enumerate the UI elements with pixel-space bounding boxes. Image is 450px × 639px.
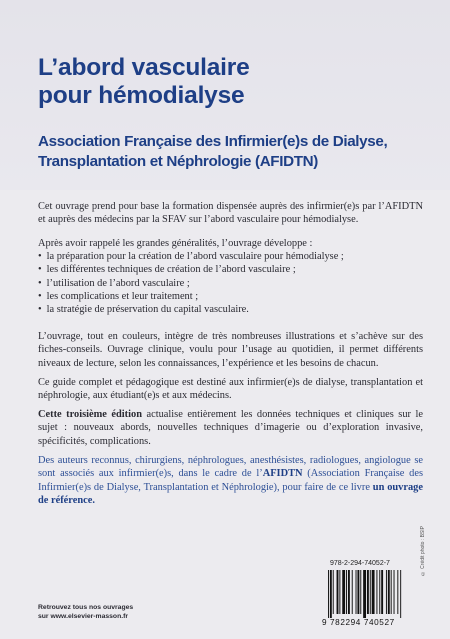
barcode-bar [367,570,369,614]
list-item: • les différentes techniques de création de l’abord vasculaire ; [38,263,344,276]
author-association [38,132,438,172]
barcode-bar [370,570,371,614]
book-title [38,54,418,110]
author-association-line-2: Transplantation et Néphrologie (AFIDTN) [38,153,318,170]
barcode-bar [388,570,390,614]
isbn-label: 978-2-294-74052-7 [330,560,390,567]
barcode-bar [330,570,332,618]
barcode-digits: 9 782294 740527 [322,618,395,627]
barcode-bar [360,570,361,614]
publisher-line-2: sur www.elsevier-masson.fr [38,613,129,620]
barcode-bar [394,570,395,614]
authors-part-1: Des auteurs reconnus, chirurgiens, néphrologues, anesthésistes, radiologues, angiologue se sont associés aux infirmier(e)s, dans le cadre de l’ [38,455,423,480]
list-item: • la stratégie de préservation du capital vasculaire. [38,303,344,316]
barcode-bar [363,570,366,618]
barcode-bar [379,570,380,614]
authors-afidtn: AFIDTN [262,468,303,480]
barcode-bar [333,570,334,614]
barcode-bar [337,570,339,614]
list-lead-paragraph: Après avoir rappelé les grandes généralités, l’ouvrage développe : [38,238,313,249]
list-item: • la préparation pour la création de l’abord vasculaire pour hémodialyse ; [38,250,344,263]
edition-bold: Cette troisième édition [38,409,142,420]
author-association-line-1: Association Française des Infirmier(e)s de Dialyse, [38,133,388,150]
barcode-bar [348,570,350,614]
barcode-bar [346,570,347,614]
barcode-bar [339,570,340,614]
authors-part-2: (Association Française des Infirmier(e)s de Dialyse, Transplantation et Néphrologie), pour faire de ce livre [38,468,423,493]
barcode-bar [376,570,377,614]
authors-reference: un ouvrage de référence. [38,481,423,506]
intro-paragraph: Cet ouvrage prend pour base la formation dispensée auprès des infirmier(e)s par l’AFIDTN et auprès des médecins par la SFAV sur l’abord vasculaire pour hémodialyse. [38,201,423,226]
edition-paragraph [38,408,423,448]
barcode-bar [386,570,387,614]
barcode-bar [352,570,353,614]
features-paragraph: L’ouvrage, tout en couleurs, intègre de très nombreuses illustrations et s’achève sur des fiches-conseils. Ouvrage clinique, voulu pour l’usage au quotidien, il permet différents niveaux de lecture, selon les connaissances, l’expérience et les besoins de chacun. [38,331,423,369]
list-item: • les complications et leur traitement ; [38,290,344,303]
barcode-bar [372,570,375,614]
barcode-bar [342,570,345,614]
book-title-line-2: pour hémodialyse [38,82,245,109]
barcode-bar [400,570,401,618]
barcode-icon [327,570,423,618]
list-item: • l’utilisation de l’abord vasculaire ; [38,277,344,290]
barcode-bar [397,570,398,614]
photo-credit: © Crédit photo : BSIP [420,526,426,577]
barcode-bar [381,570,383,614]
barcode-bar [391,570,392,614]
barcode-bar [328,570,329,618]
barcode-bar [357,570,359,614]
book-title-line-1: L’abord vasculaire [38,54,250,81]
audience-paragraph: Ce guide complet et pédagogique est destiné aux infirmier(e)s de dialyse, transplantation et néphrologie, aux étudiant(e)s et aux médecins. [38,377,423,402]
publisher-info [38,603,133,621]
topics-list [38,250,344,316]
authors-paragraph [38,454,423,507]
publisher-line-1: Retrouvez tous nos ouvrages [38,604,134,611]
barcode-bar [356,570,357,614]
edition-rest: actualise entièrement les données techniques et cliniques sur le sujet : nouveaux abords, nouvelles techniques d’imagerie ou d’exploration invasive, spécificités, complications. [38,409,423,447]
